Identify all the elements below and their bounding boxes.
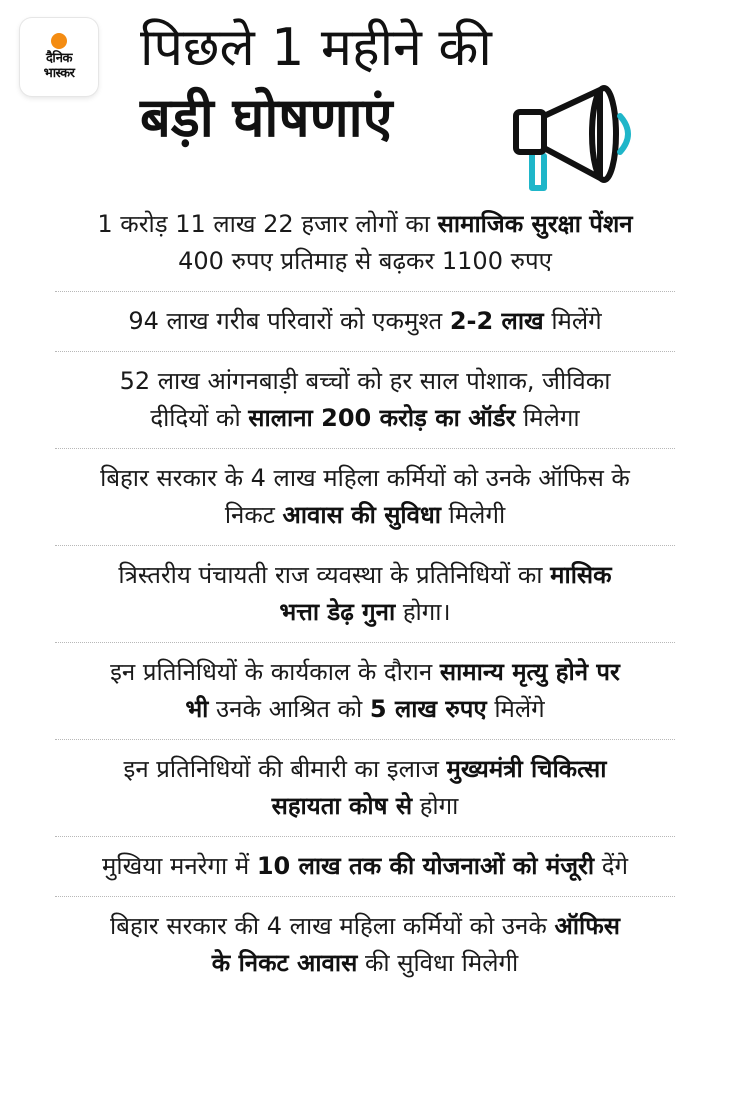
highlight-text: भी (185, 695, 209, 723)
logo-text-line2: भास्कर (43, 66, 75, 81)
announcement-item (0, 454, 730, 540)
body-text: 1 करोड़ 11 लाख 22 हजार लोगों का (97, 210, 438, 238)
announcement-line-2 (24, 243, 706, 280)
body-text: मिलेगा (515, 404, 580, 432)
body-text: 400 रुपए प्रतिमाह से बढ़कर 1100 रुपए (178, 247, 552, 275)
announcement-item (0, 200, 730, 286)
announcement-line-1 (24, 206, 706, 243)
announcement-line-2 (24, 497, 706, 534)
body-text: 52 लाख आंगनबाड़ी बच्चों को हर साल पोशाक, जीविका (119, 367, 611, 395)
announcement-line-2 (24, 945, 706, 982)
announcement-line-1 (24, 303, 706, 340)
body-text: उनके आश्रित को (208, 695, 370, 723)
dotted-divider (55, 642, 675, 643)
body-text: मिलेगी (440, 501, 506, 529)
dotted-divider (55, 291, 675, 292)
dotted-divider (55, 739, 675, 740)
megaphone-icon (508, 82, 648, 200)
body-text: दीदियों को (150, 404, 249, 432)
highlight-text: मासिक (550, 561, 612, 589)
logo-text-line1: दैनिक (46, 51, 72, 66)
announcement-line-1 (24, 654, 706, 691)
body-text: मिलेंगे (543, 307, 602, 335)
logo-sun-icon (51, 33, 67, 49)
announcement-item (0, 297, 730, 346)
announcement-item (0, 902, 730, 988)
announcement-line-2 (24, 400, 706, 437)
announcement-item (0, 648, 730, 734)
body-text: बिहार सरकार के 4 लाख महिला कर्मियों को उनके ऑफिस के (100, 464, 630, 492)
brand-logo (20, 18, 98, 96)
highlight-text: सालाना 200 करोड़ का ऑर्डर (248, 404, 516, 432)
highlight-text: आवास की सुविधा (282, 501, 441, 529)
announcement-list (0, 200, 730, 988)
announcement-line-2 (24, 691, 706, 728)
announcement-line-1 (24, 460, 706, 497)
body-text: मुखिया मनरेगा में (102, 852, 257, 880)
announcement-line-2 (24, 788, 706, 825)
announcement-line-1 (24, 751, 706, 788)
highlight-text: सामान्य मृत्यु होने पर (439, 658, 620, 686)
dotted-divider (55, 836, 675, 837)
megaphone-handle (532, 152, 544, 188)
body-text: देंगे (594, 852, 628, 880)
body-text: होगा। (395, 598, 451, 626)
dotted-divider (55, 896, 675, 897)
dotted-divider (55, 351, 675, 352)
megaphone-back (516, 112, 544, 152)
announcement-line-1 (24, 848, 706, 885)
megaphone-sound-wave (620, 116, 628, 152)
body-text: होगा (412, 792, 459, 820)
highlight-text: 5 लाख रुपए (369, 695, 487, 723)
announcement-line-1 (24, 908, 706, 945)
highlight-text: मुख्यमंत्री चिकित्सा (446, 755, 607, 783)
megaphone-rim (592, 88, 616, 180)
announcement-line-1 (24, 557, 706, 594)
body-text: इन प्रतिनिधियों की बीमारी का इलाज (123, 755, 447, 783)
body-text: निकट (224, 501, 283, 529)
highlight-text: 10 लाख तक की योजनाओं को मंजूरी (256, 852, 595, 880)
body-text: त्रिस्तरीय पंचायती राज व्यवस्था के प्रतिनिधियों का (118, 561, 551, 589)
body-text: 94 लाख गरीब परिवारों को एकमुश्त (128, 307, 450, 335)
body-text: की सुविधा मिलेगी (357, 949, 519, 977)
announcement-item (0, 551, 730, 637)
announcement-item (0, 745, 730, 831)
highlight-text: ऑफिस (554, 912, 620, 940)
body-text: इन प्रतिनिधियों के कार्यकाल के दौरान (110, 658, 440, 686)
announcement-item (0, 357, 730, 443)
announcement-line-2 (24, 594, 706, 631)
dotted-divider (55, 545, 675, 546)
highlight-text: के निकट आवास (211, 949, 358, 977)
dotted-divider (55, 448, 675, 449)
highlight-text: सामाजिक सुरक्षा पेंशन (437, 210, 633, 238)
announcement-item (0, 842, 730, 891)
announcement-line-1 (24, 363, 706, 400)
body-text: बिहार सरकार की 4 लाख महिला कर्मियों को उनके (110, 912, 555, 940)
highlight-text: सहायता कोष से (271, 792, 413, 820)
title-line-1: पिछले 1 महीने की (140, 18, 492, 78)
highlight-text: भत्ता डेढ़ गुना (279, 598, 396, 626)
highlight-text: 2-2 लाख (449, 307, 544, 335)
title-line-2: बड़ी घोषणाएं (140, 86, 393, 149)
body-text: मिलेंगे (486, 695, 545, 723)
